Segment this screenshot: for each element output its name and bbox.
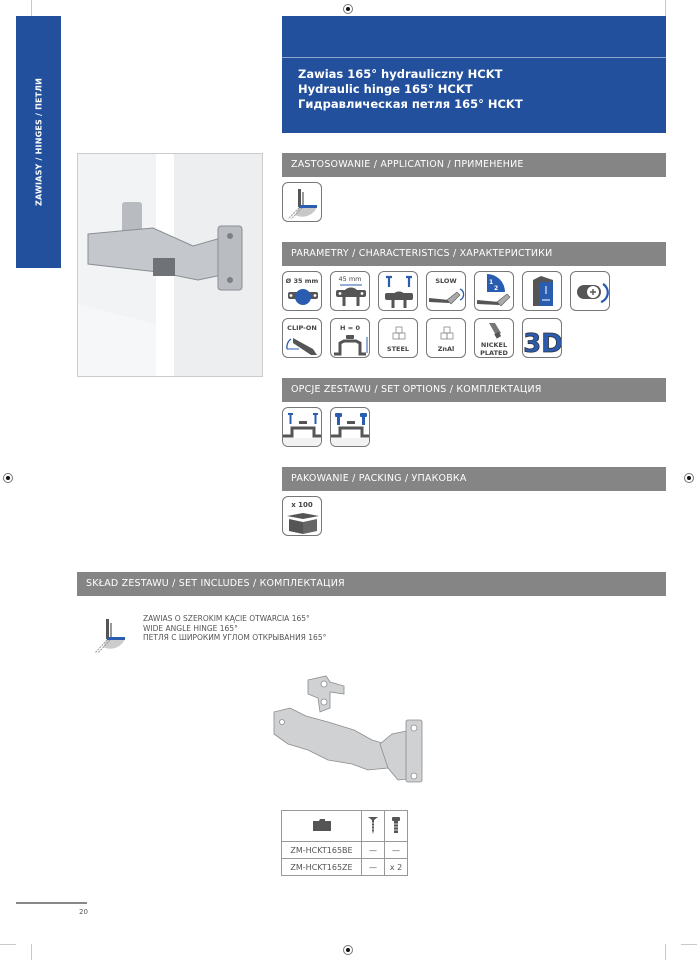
euro-screw-count: — <box>385 842 408 859</box>
slow-close-label: SLOW <box>435 277 457 285</box>
mounting-plate-height-icon <box>330 318 370 358</box>
set-item-icon <box>93 613 133 655</box>
section-heading-set-includes: SKŁAD ZESTAWU / SET INCLUDES / КОМПЛЕКТАЦИЯ <box>77 572 666 596</box>
plate-euro-screws-icon <box>330 407 370 447</box>
registration-mark-icon <box>343 4 353 14</box>
cabinet-adjust-icon <box>522 271 562 311</box>
wood-screw-icon <box>362 811 385 842</box>
category-side-tab <box>16 16 61 268</box>
3d-adjust-icon <box>522 318 562 358</box>
height-zero-label: H = 0 <box>340 324 360 332</box>
box-quantity-label: x 100 <box>291 501 313 509</box>
hole-spacing-label: 45 mm <box>338 275 362 283</box>
title-pl: Zawias 165° hydrauliczny HCKT <box>298 67 503 81</box>
crop-mark <box>681 944 697 945</box>
section-heading-characteristics: PARAMETRY / CHARACTERISTICS / ХАРАКТЕРИСТИКИ <box>282 242 666 266</box>
plate-wood-screws-icon <box>282 407 322 447</box>
steel-material-icon <box>378 318 418 358</box>
steel-label: STEEL <box>386 345 410 353</box>
registration-mark-icon <box>3 473 13 483</box>
crop-mark <box>31 0 32 16</box>
euro-screw-count: x 2 <box>385 859 408 876</box>
screw-mount-icon <box>378 271 418 311</box>
category-label: ZAWIASY / HINGES / ПЕТЛИ <box>34 77 43 207</box>
parts-table-header <box>282 811 408 842</box>
crop-mark <box>0 944 16 945</box>
part-code: ZM-HCKT165ZE <box>282 859 362 876</box>
wood-screw-count: — <box>362 859 385 876</box>
nickel-plated-icon <box>474 318 514 358</box>
znal-material-icon <box>426 318 466 358</box>
product-photo <box>77 153 263 377</box>
two-stage-icon <box>474 271 514 311</box>
section-heading-set-options: OPCJE ZESTAWU / SET OPTIONS / КОМПЛЕКТАЦИЯ <box>282 378 666 402</box>
svg-text:2: 2 <box>494 285 499 292</box>
wide-angle-application-icon <box>282 182 322 222</box>
crop-mark <box>31 944 32 960</box>
slow-close-icon <box>426 271 466 311</box>
section-heading-application: ZASTOSOWANIE / APPLICATION / ПРИМЕНЕНИЕ <box>282 153 666 177</box>
table-row <box>282 859 408 876</box>
title-divider <box>282 57 666 58</box>
parts-table <box>281 810 408 876</box>
hinge-technical-drawing <box>268 672 448 800</box>
product-title <box>298 67 523 112</box>
crop-mark <box>665 0 666 16</box>
title-ru: Гидравлическая петля 165° HCKT <box>298 97 523 111</box>
title-en: Hydraulic hinge 165° HCKT <box>298 82 473 96</box>
box-quantity-icon <box>282 496 322 536</box>
svg-text:1: 1 <box>489 279 494 286</box>
znal-label: ZnAl <box>437 345 455 353</box>
hole-spacing-icon <box>330 271 370 311</box>
nickel-plated-label: NICKEL PLATED <box>480 341 508 357</box>
product-title-block <box>282 16 666 133</box>
registration-mark-icon <box>343 945 353 955</box>
cam-adjust-icon <box>570 271 610 311</box>
wood-screw-count: — <box>362 842 385 859</box>
cup-diameter-label: Ø 35 mm <box>285 277 319 285</box>
cup-diameter-icon <box>282 271 322 311</box>
page-number: 20 <box>79 908 88 916</box>
crop-mark <box>665 944 666 960</box>
table-row <box>282 842 408 859</box>
svg-text:3D: 3D <box>523 329 563 359</box>
euro-screw-icon <box>385 811 408 842</box>
registration-mark-icon <box>684 473 694 483</box>
set-item-description: ZAWIAS O SZEROKIM KĄCIE OTWARCIA 165° WIDE ANGLE HINGE 165° ПЕТЛЯ С ШИРОКИМ УГЛОМ ОТКРЫВАНИЯ 165° <box>143 614 327 642</box>
footer-rule <box>16 902 87 904</box>
clip-on-label: CLIP-ON <box>287 324 317 332</box>
part-code: ZM-HCKT165BE <box>282 842 362 859</box>
section-heading-packing: PAKOWANIE / PACKING / УПАКОВКА <box>282 467 666 491</box>
folder-icon <box>282 811 362 842</box>
clip-on-icon <box>282 318 322 358</box>
